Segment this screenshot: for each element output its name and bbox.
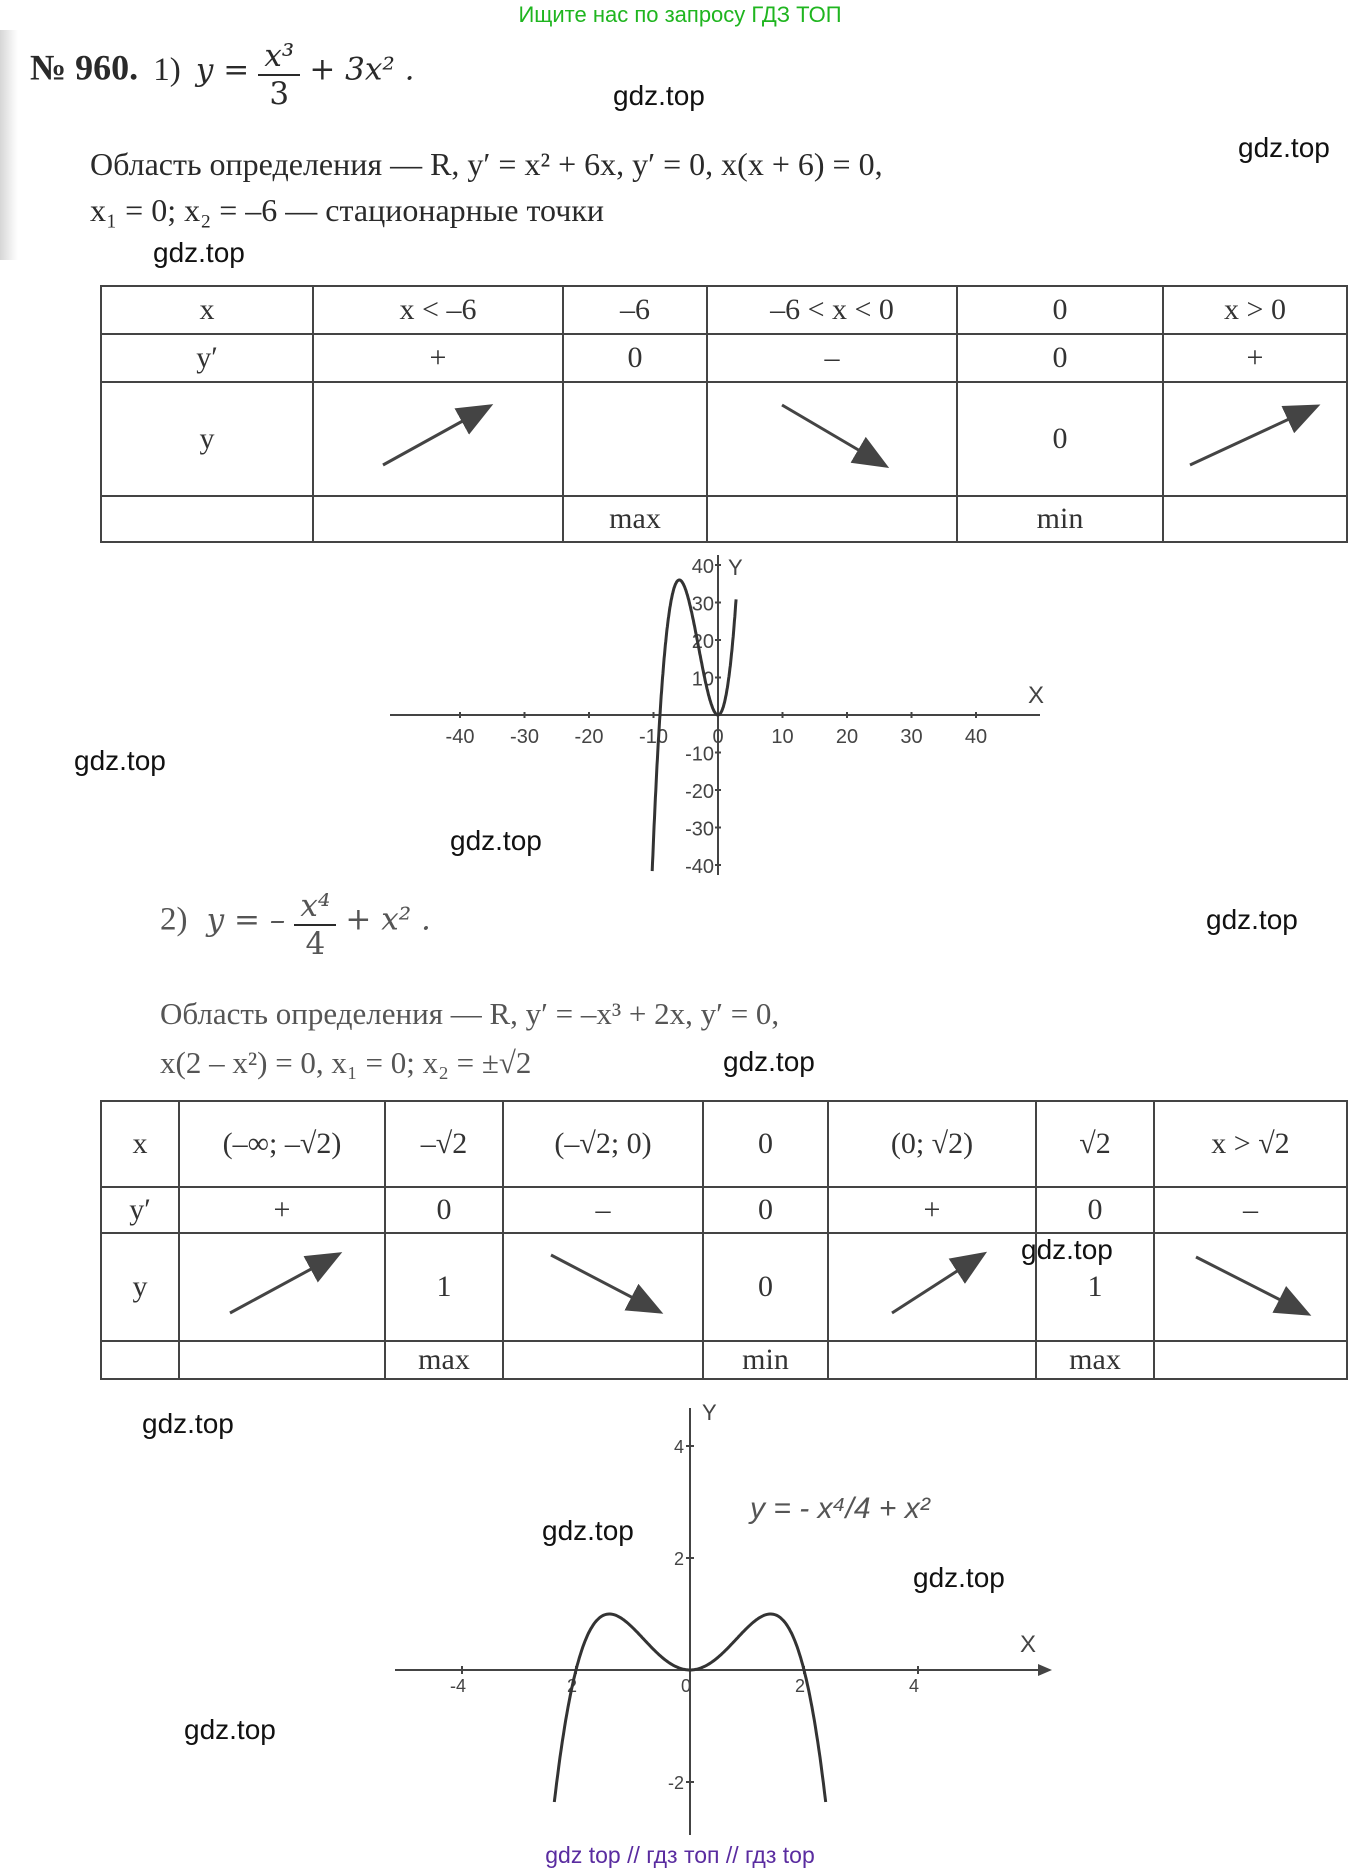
watermark: gdz.top	[142, 1408, 234, 1439]
table-cell: 0	[957, 382, 1163, 496]
x-tick-label: -10	[639, 726, 668, 748]
table-cell: –	[707, 334, 957, 382]
table-row	[101, 382, 1347, 496]
part1-rest: + 3x² .	[309, 51, 415, 88]
table-cell: +	[313, 334, 563, 382]
table-cell: y′	[101, 334, 313, 382]
table-cell	[179, 1341, 385, 1379]
part1-label: 1)	[153, 51, 181, 88]
table-cell	[1163, 496, 1347, 542]
table-cell	[101, 496, 313, 542]
x-tick-label: 2	[794, 1676, 806, 1696]
part1-equation	[30, 38, 415, 112]
x-tick-label: -4	[449, 1676, 467, 1696]
arrow-down-icon	[762, 395, 902, 475]
table-cell: –6 < x < 0	[707, 286, 957, 334]
part1-domain-line1: Область определения — R, y′ = x² + 6x, y′ = 0, x(x + 6) = 0,	[90, 146, 883, 182]
y-tick-label: -20	[685, 781, 714, 803]
table-cell: x > √2	[1154, 1101, 1347, 1187]
table-cell: 0	[563, 334, 707, 382]
table-cell	[1163, 382, 1347, 496]
y-tick-label: -30	[685, 818, 714, 841]
part2-sign-table	[100, 1100, 1348, 1380]
y-axis-label: Y	[728, 555, 743, 580]
part2-rest: + x² .	[345, 901, 431, 938]
arrow-up-icon	[862, 1243, 1002, 1323]
table-cell: x	[101, 1101, 179, 1187]
table-row	[101, 1341, 1347, 1379]
table-cell	[707, 496, 957, 542]
table-cell	[828, 1341, 1036, 1379]
table-cell: 1	[1036, 1233, 1154, 1341]
table-cell: √2	[1036, 1101, 1154, 1187]
y-tick-label: 10	[691, 668, 714, 691]
x-axis-arrow-icon	[1038, 1664, 1052, 1676]
x-tick-label: 0	[712, 726, 724, 748]
table-cell	[1154, 1341, 1347, 1379]
x-tick-label: 4	[908, 1676, 920, 1696]
table-cell: –6	[563, 286, 707, 334]
scan-shadow	[0, 30, 18, 260]
table-cell	[503, 1341, 703, 1379]
table-cell: max	[385, 1341, 503, 1379]
watermark: gdz.top	[913, 1562, 1005, 1593]
arrow-up-icon	[368, 395, 508, 475]
table-cell	[101, 1341, 179, 1379]
watermark: gdz.top	[1238, 132, 1330, 163]
handwritten-formula: y = - x⁴/4 + x²	[750, 1492, 930, 1525]
table-cell	[179, 1233, 385, 1341]
table-cell	[563, 382, 707, 496]
table-cell: x > 0	[1163, 286, 1347, 334]
x-axis-label: X	[1020, 1631, 1037, 1658]
table-cell: –	[503, 1187, 703, 1233]
watermark: gdz.top	[613, 80, 705, 111]
part1-numerator: x³	[258, 38, 300, 76]
y-tick-label: 20	[691, 631, 714, 653]
table-cell: 0	[385, 1187, 503, 1233]
table-cell: +	[1163, 334, 1347, 382]
watermark: gdz.top	[1021, 1234, 1113, 1265]
table-cell: min	[703, 1341, 828, 1379]
table-cell: 0	[703, 1233, 828, 1341]
y-tick-label: 40	[691, 556, 714, 578]
table-cell: +	[828, 1187, 1036, 1233]
table-cell	[313, 496, 563, 542]
part2-label: 2)	[160, 901, 188, 938]
table-cell	[503, 1233, 703, 1341]
table-cell: y	[101, 1233, 179, 1341]
table-cell: –√2	[385, 1101, 503, 1187]
table-cell: 1	[385, 1233, 503, 1341]
y-tick-label: -40	[685, 856, 714, 878]
table-cell: min	[957, 496, 1163, 542]
table-cell: 0	[957, 286, 1163, 334]
table-cell	[707, 382, 957, 496]
search-banner[interactable]: Ищите нас по запросу ГДЗ ТОП	[518, 2, 842, 27]
y-tick-label: 30	[691, 593, 714, 616]
table-row	[101, 1233, 1347, 1341]
x-tick-label: -30	[510, 726, 539, 748]
table-cell: –	[1154, 1187, 1347, 1233]
arrow-up-icon	[212, 1243, 352, 1323]
table-cell: 0	[1036, 1187, 1154, 1233]
table-cell: (0; √2)	[828, 1101, 1036, 1187]
arrow-down-icon	[533, 1243, 673, 1323]
part1-fraction	[258, 38, 300, 112]
arrow-down-icon	[1181, 1243, 1321, 1323]
table-cell: (–∞; –√2)	[179, 1101, 385, 1187]
y-tick-label: -2	[667, 1773, 684, 1793]
table-cell: y	[101, 382, 313, 496]
problem-number: № 960.	[30, 47, 139, 88]
part2-numerator: x⁴	[294, 888, 336, 926]
watermark: gdz.top	[450, 825, 542, 856]
part1-domain-line2: x₁ = 0; x₂ = –6 — стационарные точки	[90, 192, 604, 228]
x-tick-label: 20	[835, 726, 859, 748]
x-tick-label: 0	[680, 1676, 692, 1696]
table-cell: x < –6	[313, 286, 563, 334]
table-cell: 0	[703, 1101, 828, 1187]
watermark: gdz.top	[74, 745, 166, 776]
part1-denominator: 3	[269, 76, 290, 112]
part2-equation	[160, 888, 431, 962]
x-tick-label: 40	[964, 726, 988, 748]
part1-sign-table	[100, 285, 1348, 543]
table-cell: max	[1036, 1341, 1154, 1379]
watermark: gdz.top	[153, 237, 245, 268]
part2-y-eq: y = –	[206, 901, 286, 938]
x-tick-label: -20	[574, 726, 604, 748]
part2-fraction	[294, 888, 336, 962]
table-cell	[1154, 1233, 1347, 1341]
part2-domain-line1: Область определения — R, y′ = –x³ + 2x, y′ = 0,	[160, 996, 780, 1031]
watermark: gdz.top	[184, 1714, 276, 1745]
watermark: gdz.top	[1206, 904, 1298, 935]
x-axis-label: X	[1028, 682, 1045, 709]
table-cell: +	[179, 1187, 385, 1233]
x-tick-label: 2	[566, 1676, 578, 1696]
part1-y-eq: y =	[195, 51, 250, 88]
table-cell: (–√2; 0)	[503, 1101, 703, 1187]
table-row	[101, 334, 1347, 382]
table-row	[101, 1187, 1347, 1233]
part2-domain-line2: x(2 – x²) = 0, x₁ = 0; x₂ = ±√2	[160, 1045, 532, 1080]
table-row	[101, 1101, 1347, 1187]
table-cell: 0	[957, 334, 1163, 382]
watermark: gdz.top	[723, 1046, 815, 1077]
table-cell: y′	[101, 1187, 179, 1233]
x-tick-label: 10	[771, 726, 794, 748]
x-tick-label: 30	[900, 726, 923, 748]
graph-quartic	[390, 1390, 1070, 1840]
table-row	[101, 286, 1347, 334]
y-tick-label: -10	[685, 743, 714, 766]
y-axis-label: Y	[702, 1400, 717, 1425]
x-tick-label: -40	[445, 726, 475, 748]
footer-links[interactable]: gdz top // гдз топ // гдз top	[545, 1842, 815, 1868]
part2-denominator: 4	[305, 926, 326, 962]
table-cell: x	[101, 286, 313, 334]
table-cell	[828, 1233, 1036, 1341]
y-tick-label: 4	[673, 1437, 684, 1457]
table-cell	[313, 382, 563, 496]
table-cell: max	[563, 496, 707, 542]
table-cell: 0	[703, 1187, 828, 1233]
table-row	[101, 496, 1347, 542]
watermark: gdz.top	[542, 1515, 634, 1546]
y-tick-label: 2	[673, 1549, 684, 1569]
arrow-up-icon	[1180, 395, 1330, 475]
